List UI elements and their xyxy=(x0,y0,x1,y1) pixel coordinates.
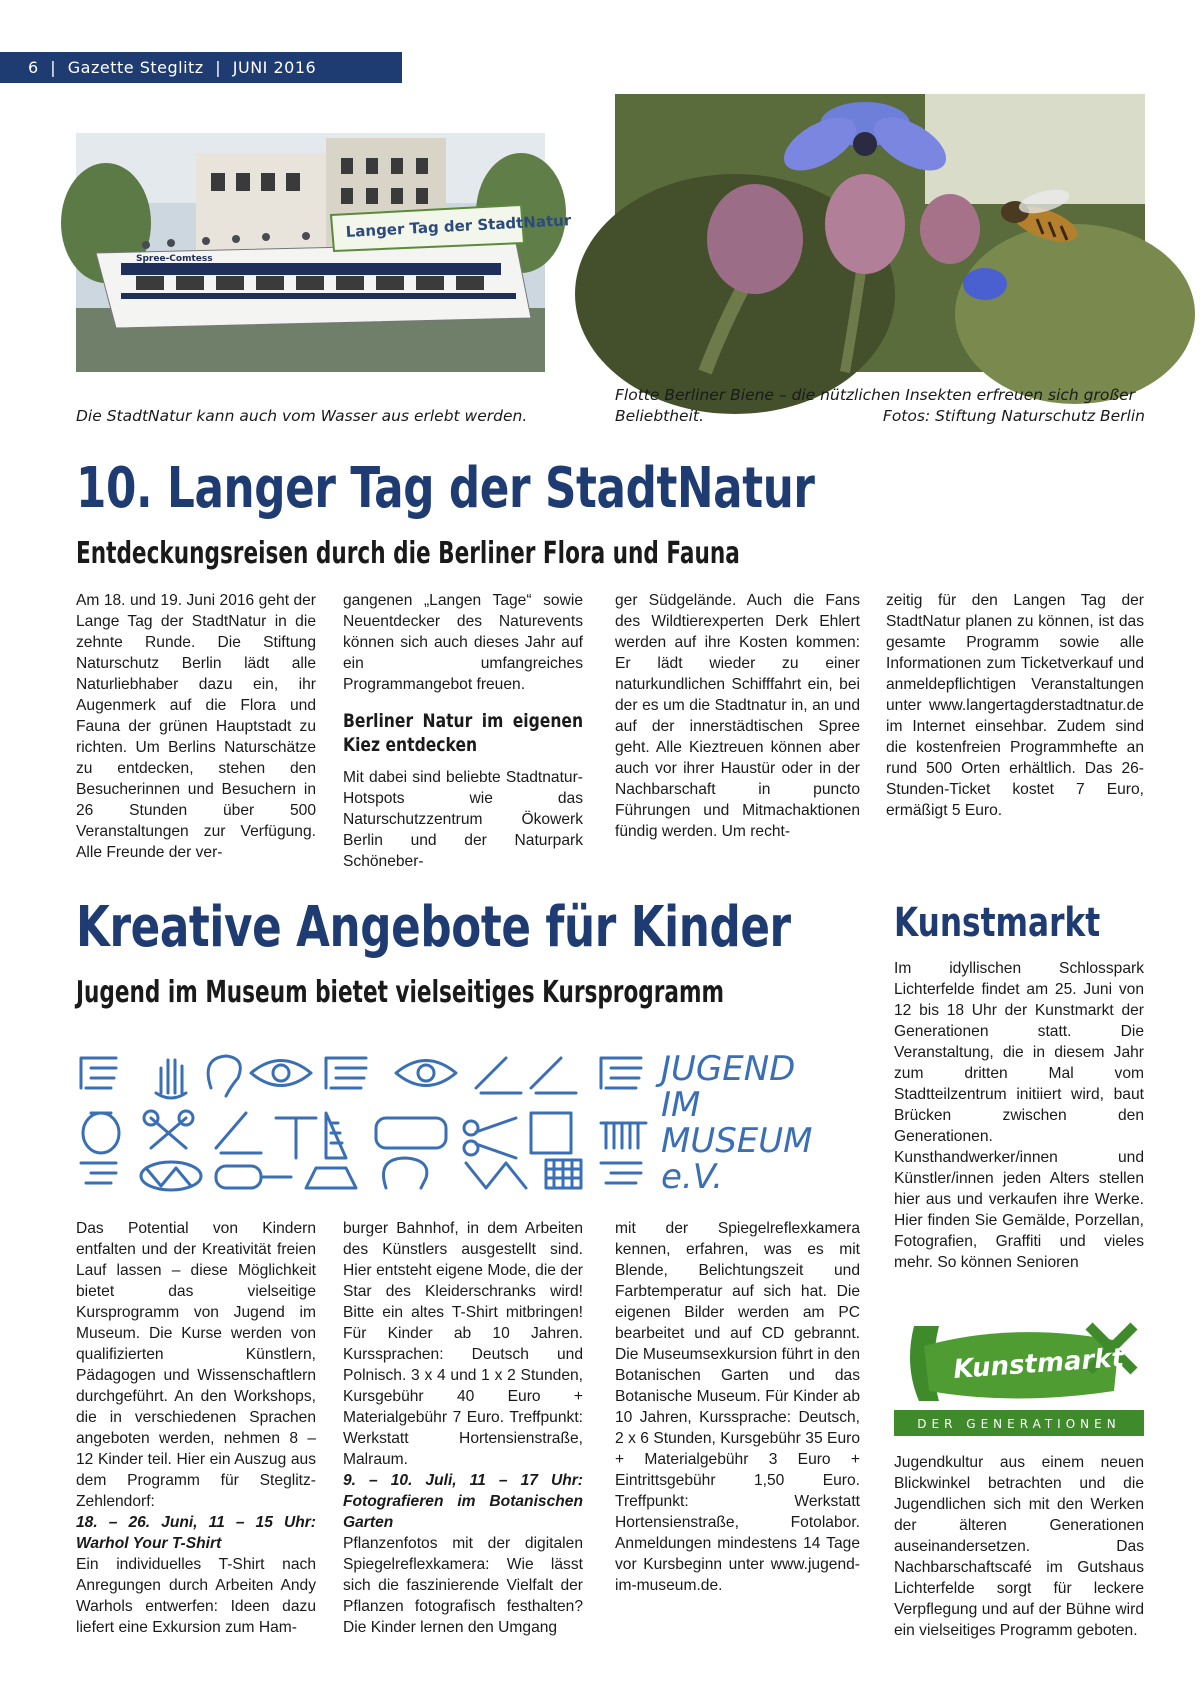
banner-text: Langer Tag der StadtNatur xyxy=(345,211,572,241)
kunstmarkt-logo xyxy=(894,1306,1144,1436)
page-header: 6 | Gazette Steglitz | JUNI 2016 xyxy=(0,52,402,83)
hammer-icon xyxy=(276,1118,316,1158)
kunstmarkt-text1: Im idyllischen Schlosspark Lichterfelde findet am 25. Juni von 12 bis 18 Uhr der Kunstmarkt der Generationen statt. Die Veranstaltung, die in diesem Jahr zum dritten Mal vom Stadtteilzentrum initiiert wird, baut Brücken zwischen den Generationen. Kunsthandwerker/innen und Künstler/innen jeden Alters stellen hier aus und verkaufen ihre Werke. Hier finden Sie Gemälde, Porzellan, Fotografien, Graffiti und vieles mehr. So können Senioren xyxy=(894,960,1144,1271)
article2-col1: Das Potential von Kindern entfalten und der Kreativität freien Lauf lassen – diese Möglichkeit bietet das vielseitige Kursprogramm von Jugend im Museum. Die Kurse werden von qualifizierten Künstlern, Pädagogen und Wissenschaftlern durchgeführt. An den Workshops, die in verschiedenen Sprachen angeboten werden, nehmen 8 – 12 Kinder teil. Hier ein Auszug aus dem Programm für Steglitz-Zehlendorf: 18. – 26. Juni, 11 – 15 Uhr: Warhol Your T-Shirt Ein individuelles T-Shirt nach Anregungen durch Arbeiten Andy Warhols entwerfen: Ideen dazu liefert eine Exkursion zum Ham- xyxy=(76,1220,316,1636)
article1-col3: ger Südgelände. Auch die Fans des Wildtierexperten Derk Ehlert werden auf ihre Kosten kommen: Er lädt wieder zu einer naturkundlichen Schifffahrt ein, bei der es um die Stadtnatur in, an und auf der innerstädtischen Spree geht. Alle Kieztreuen können aber auch vor ihrer Haustür oder in der Nachbarschaft in puncto Führungen und Mitmachaktionen fündig werden. Um recht- xyxy=(615,592,860,840)
article2-col3: mit der Spiegelreflexkamera kennen, erfahren, was es mit Blende, Belichtungszeit und Farbtemperatur auf sich hat. Die eigenen Bilder werden am PC bearbeitet und auf CD gebrannt. Die Museumsexkursion führt in den Botanischen Garten und das Botanische Museum. Für Kinder ab 10 Jahren, Kurssprache: Deutsch, 2 x 6 Stunden, Kursgebühr 35 Euro + Materialgebühr 3 Euro + Eintrittsgebühr 1,50 Euro. Treffpunkt: Werkstatt Hortensienstraße, Fotolabor. Anmeldungen mindestens 14 Tage vor Kursbeginn unter www.jugend-im-museum.de. xyxy=(615,1220,860,1594)
roller-icon xyxy=(216,1166,291,1188)
article2-col2: burger Bahnhof, in dem Arbeiten des Künstlers ausgestellt sind. Hier entsteht eigene Mode, die der Star des Kleiderschranks wird! Bitte ein altes T-Shirt mitbringen! Für Kinder ab 10 Jahren. Kurssprachen: Deutsch und Polnisch. 3 x 4 und 1 x 2 Stunden, Kursgebühr 40 Euro + Materialgebühr 7 Euro. Treffpunkt: Werkstatt Hortensienstraße, Malraum. 9. – 10. Juli, 11 – 17 Uhr: Fotografieren im Botanischen Garten Pflanzenfotos mit der digitalen Spiegelreflexkamera: Wie lässt sich die faszinierende Vielfalt der Pflanzen fotografisch festhalten? Die Kinder lernen den Umgang xyxy=(343,1220,583,1636)
saw-icon xyxy=(326,1113,346,1158)
jugend-im-museum-logo xyxy=(76,1048,886,1197)
publication-name: Gazette Steglitz xyxy=(67,58,204,77)
article1-subtitle: Entdeckungsreisen durch die Berliner Flora und Fauna xyxy=(76,536,740,571)
course1-heading: 18. – 26. Juni, 11 – 15 Uhr: Warhol Your T-Shirt xyxy=(76,1514,316,1552)
head-profile-icon xyxy=(384,1158,427,1188)
course2-heading: 9. – 10. Juli, 11 – 17 Uhr: Fotografieren im Botanischen Garten xyxy=(343,1472,583,1531)
hand-icon-bottom xyxy=(81,1163,116,1183)
paper-hand-icon xyxy=(531,1113,571,1153)
writing-hand-icon xyxy=(476,1058,521,1093)
vase-icon xyxy=(83,1113,119,1153)
article2-subtitle: Jugend im Museum bietet vielseitiges Kursprogramm xyxy=(76,975,724,1010)
logo-word-4: e.V. xyxy=(661,1157,723,1197)
article2-title: Kreative Angebote für Kinder xyxy=(76,895,791,960)
folded-paper-icon xyxy=(466,1163,526,1188)
plane-tool-icon xyxy=(306,1168,356,1188)
scissors-icon xyxy=(464,1118,516,1158)
comb-icon xyxy=(601,1123,646,1148)
pliers-icon xyxy=(144,1111,193,1148)
kunstmarkt-logo-sub: DER GENERATIONEN xyxy=(917,1417,1121,1431)
eye-icon-2 xyxy=(396,1061,456,1086)
boat-name-text: Spree-Comtess xyxy=(136,254,213,264)
scroll-icon xyxy=(376,1118,446,1148)
bee-photo xyxy=(615,94,1145,372)
eye-icon xyxy=(251,1061,311,1086)
article1-col2: gangenen „Langen Tage“ sowie Neuentdecker des Naturevents können sich auch dieses Jahr auf ein umfangreiches Programmangebot freuen. Berliner Natur im eigenen Kiez entdecken Mit dabei sind beliebte Stadtnatur-Hotspots wie das Naturschutzzentrum Ökowerk Berlin und der Naturpark Schöneber- xyxy=(343,592,584,870)
hand-raised-icon xyxy=(156,1060,186,1098)
hand-pointing-icon-2 xyxy=(326,1058,366,1088)
logo-word-3: MUSEUM xyxy=(661,1121,813,1161)
logo-word-1: JUGEND xyxy=(661,1049,796,1089)
article1-col1: Am 18. und 19. Juni 2016 geht der Lange Tag der StadtNatur in die zehnte Runde. Die Stiftung Naturschutz Berlin lädt alle Naturliebhaber dazu ein, ihr Augenmerk auf die Flora und Fauna der grünen Hauptstadt zu richten. Um Berlins Naturschätze zu entdecken, stehen den Besucherinnen und Besuchern in 26 Stunden über 500 Veranstaltungen zur Verfügung. Alle Freunde der ver- xyxy=(76,592,316,861)
ear-icon xyxy=(208,1056,240,1096)
page-number: 6 xyxy=(28,58,39,77)
logo-word-2: IM xyxy=(661,1085,701,1125)
kunstmarkt-title: Kunstmarkt xyxy=(894,900,1101,946)
hand-pointing-icon-3 xyxy=(601,1058,641,1088)
boat-photo xyxy=(76,133,572,372)
left-photo-caption: Die StadtNatur kann auch vom Wasser aus erlebt werden. xyxy=(76,407,528,425)
issue-date: JUNI 2016 xyxy=(232,58,317,77)
article1-col2-subhead: Berliner Natur im eigenen Kiez entdecken xyxy=(343,710,584,756)
article1-title: 10. Langer Tag der StadtNatur xyxy=(76,456,815,521)
hand-icon-bottom-2 xyxy=(601,1163,641,1183)
article1-col4: zeitig für den Langen Tag der StadtNatur planen zu können, ist das gesamte Programm sowie alle Informationen zum Ticketverkauf und anmeldepflichtigen Veranstaltungen unter www.langertagderstadtnatur.de im Internet einsehbar. Zudem sind die kostenfreien Programmhefte an rund 500 Orten erhältlich. Das 26-Stunden-Ticket kostet 7 Euro, ermäßigt 5 Euro. xyxy=(886,592,1144,819)
photo-credit: Fotos: Stiftung Naturschutz Berlin xyxy=(882,407,1145,425)
kunstmarkt-logo-word: Kunstmarkt xyxy=(952,1343,1125,1385)
drum-icon xyxy=(141,1162,201,1190)
kunstmarkt-text2: Jugendkultur aus einem neuen Blickwinkel betrachten und die Jugendlichen sich mit den Werken der älteren Generationen auseinandersetzen. Das Nachbarschaftscafé im Gutshaus Lichterfelde sorgt für leckere Verpflegung und auf der Bühne wird ein vielseitiges Programm geboten. xyxy=(894,1454,1144,1639)
hand-pointing-icon xyxy=(81,1058,116,1088)
right-photo-caption: Flotte Berliner Biene – die nützlichen Insekten erfreuen sich großer Beliebtheit. Fotos: Stiftung Naturschutz Berlin xyxy=(615,386,1145,425)
grid-icon xyxy=(546,1160,581,1188)
pen-hand-icon xyxy=(216,1113,261,1153)
brush-hand-icon xyxy=(531,1058,576,1093)
